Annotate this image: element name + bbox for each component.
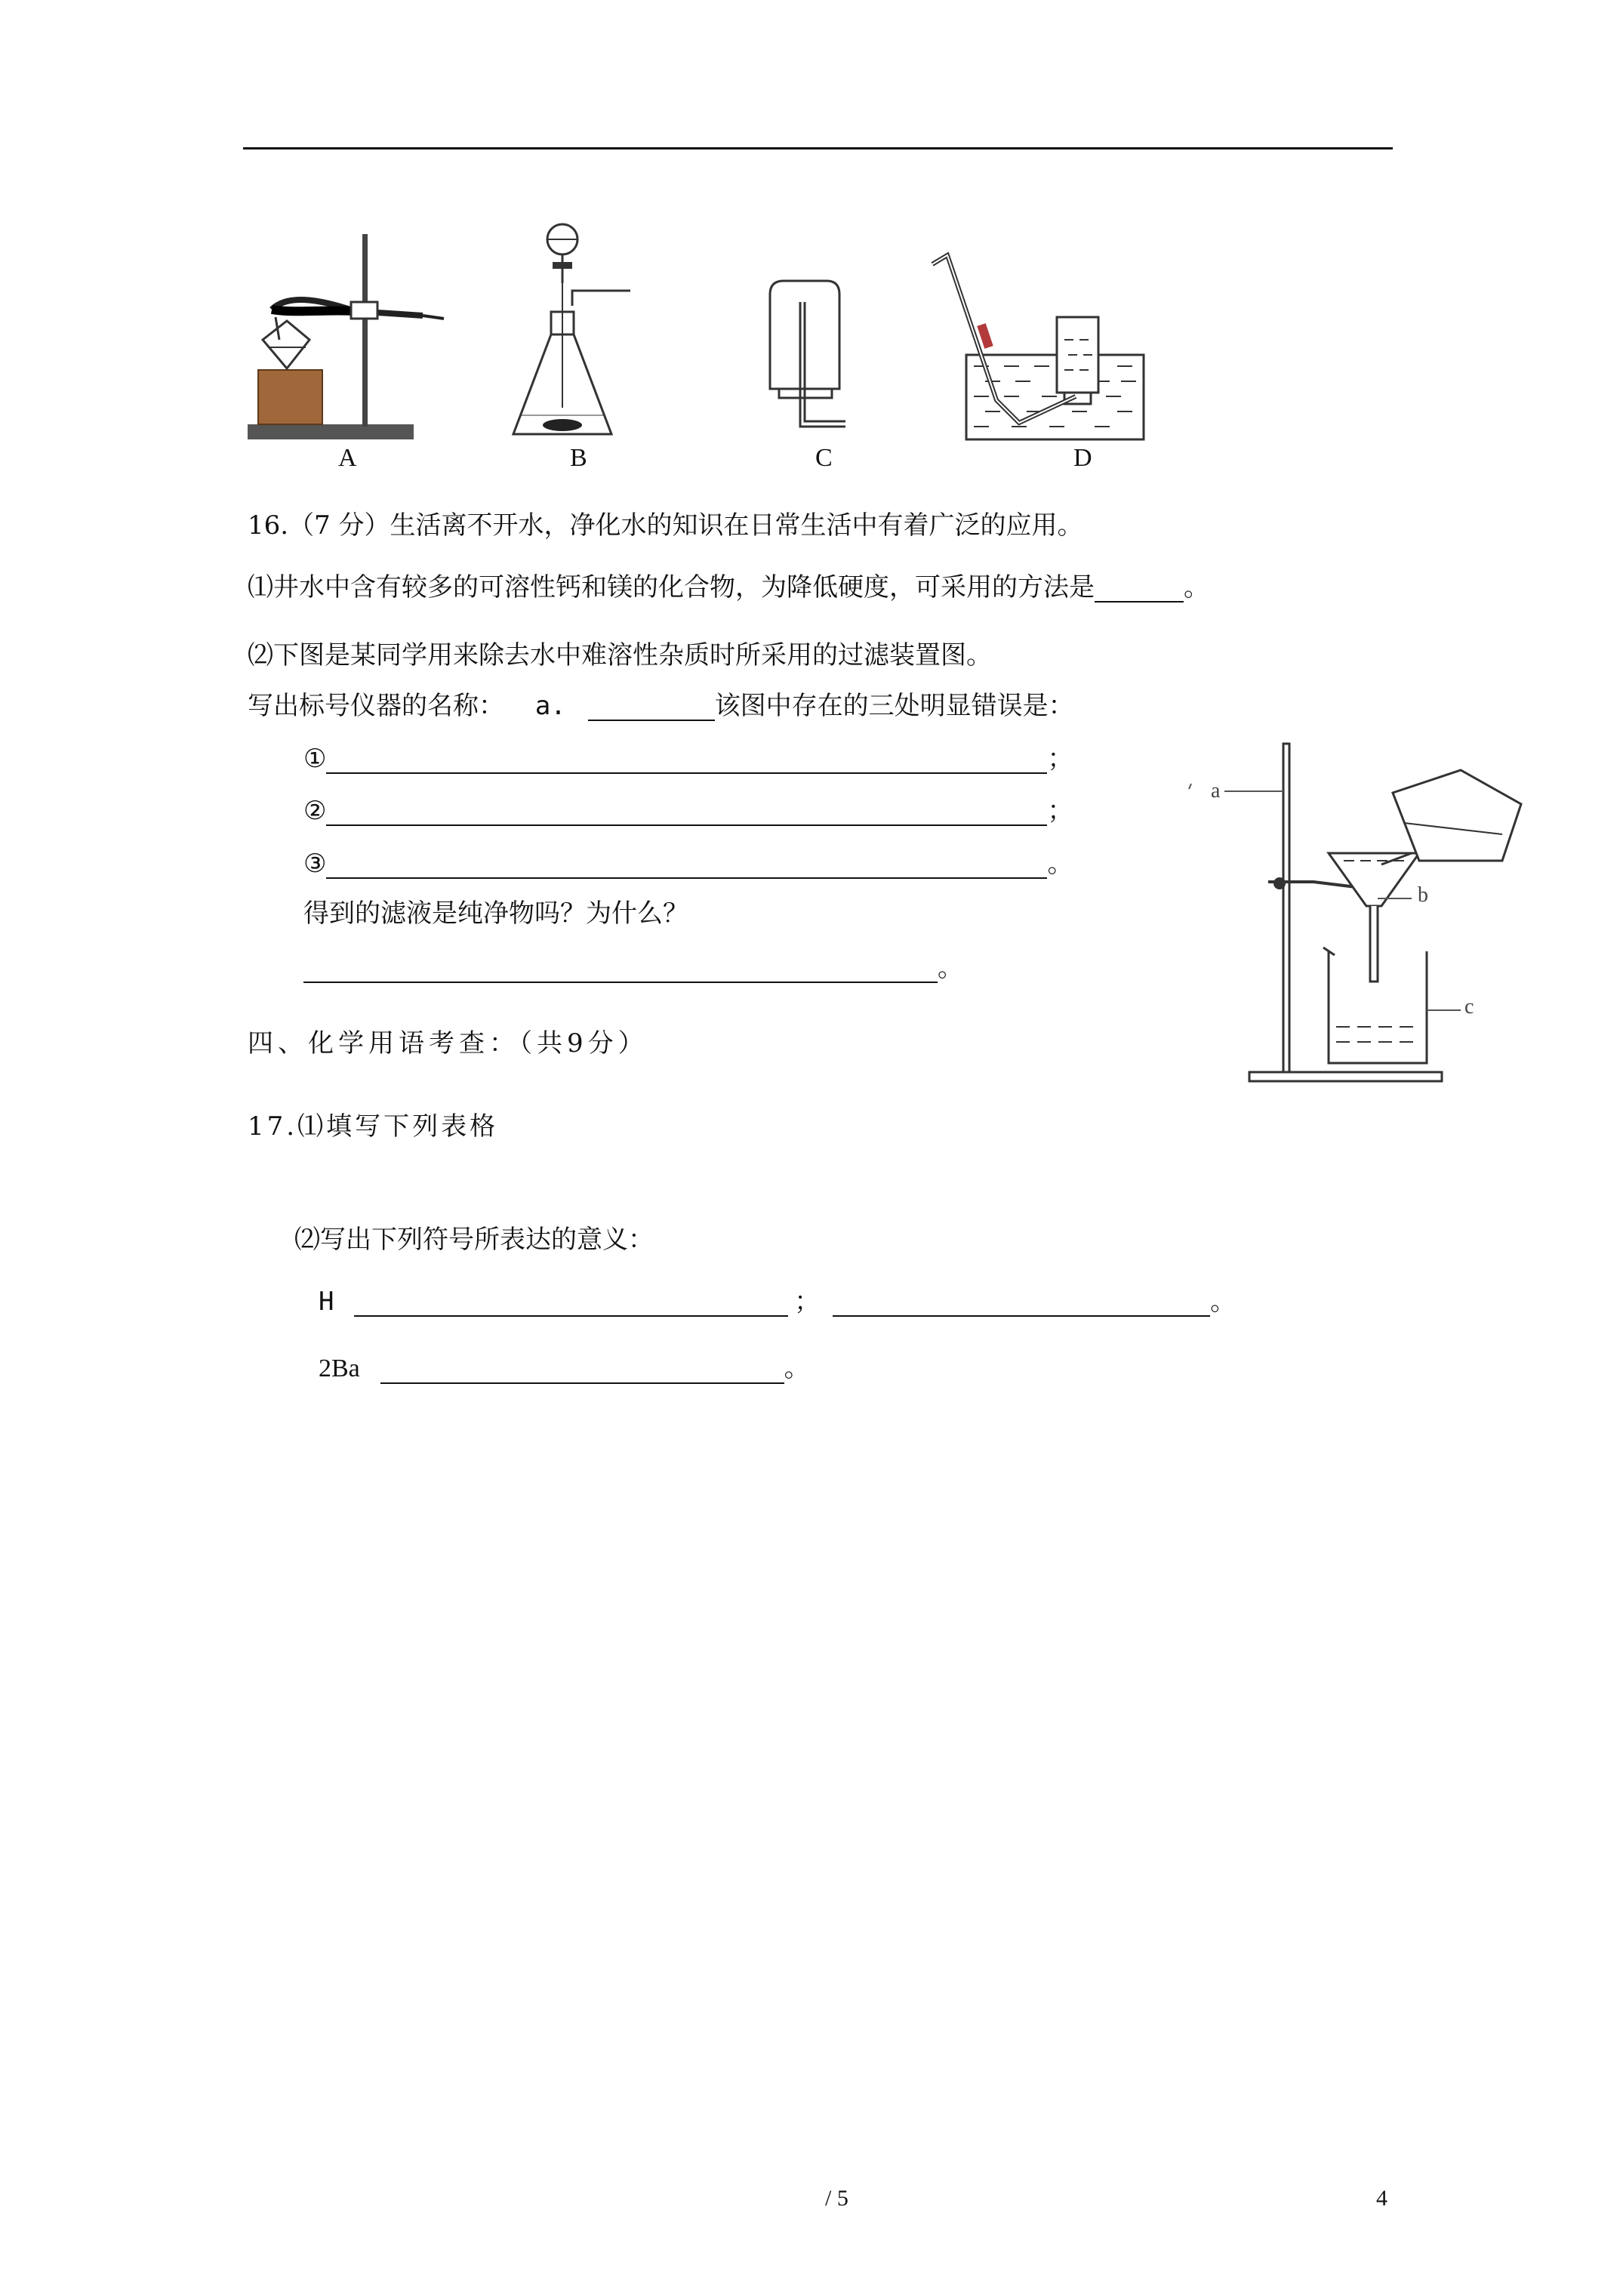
q17-part2: ⑵写出下列符号所表达的意义：	[294, 1225, 654, 1255]
filter-label-c: c	[1464, 995, 1474, 1019]
figure-label-c: C	[815, 444, 833, 472]
q16-part2: ⑵下图是某同学用来除去水中难溶性杂质时所采用的过滤装置图。	[248, 640, 992, 670]
page-count: / 5	[825, 2186, 848, 2211]
q16-error-1	[303, 744, 1073, 774]
q17-symbol-h-blank-1[interactable]	[354, 1293, 788, 1317]
filter-label-b: b	[1418, 883, 1428, 907]
q16-part1-text: ⑴井水中含有较多的可溶性钙和镁的化合物，为降低硬度，可采用的方法是	[248, 572, 1095, 603]
filter-label-a: a	[1211, 779, 1221, 803]
q16-part3-errors: 该图中存在的三处明显错误是：	[714, 691, 1074, 721]
q16-answer-blank-1[interactable]	[1095, 578, 1184, 603]
q17-symbol-h-separator: ；	[794, 1287, 821, 1317]
q16-error-1-marker: ①	[303, 744, 327, 774]
q16-title: 16.（7 分）生活离不开水，净化水的知识在日常生活中有着广泛的应用。	[248, 510, 1083, 541]
q16-error-3	[303, 849, 1073, 879]
q17-symbol-2ba-blank[interactable]	[380, 1360, 784, 1384]
q17-symbol-h-blank-2[interactable]	[833, 1293, 1210, 1317]
q17-symbol-h-row	[319, 1287, 1236, 1317]
q16-error-2-blank[interactable]	[326, 802, 1047, 826]
q16-answer-blank-a[interactable]	[588, 697, 715, 721]
q16-part4: 得到的滤液是纯净物吗？为什么？	[303, 898, 688, 929]
q16-error-3-marker: ③	[303, 849, 327, 879]
header-rule	[243, 147, 1393, 149]
apparatus-figure-c	[762, 279, 853, 438]
q16-part3	[248, 691, 1074, 721]
q16-error-1-blank[interactable]	[326, 750, 1047, 774]
apparatus-figure-b	[506, 223, 634, 442]
q16-part4-blank[interactable]	[303, 959, 938, 983]
q17-symbol-2ba-end: 。	[784, 1353, 810, 1383]
q16-error-2-marker: ②	[303, 796, 327, 826]
q16-part4-answer	[303, 953, 963, 983]
q16-part1	[248, 572, 1209, 603]
q17-symbol-2ba: 2Ba	[319, 1354, 360, 1382]
apparatus-figure-a	[242, 227, 453, 445]
q16-part4-end: 。	[938, 953, 963, 983]
q17-symbol-h-end: 。	[1210, 1287, 1236, 1317]
q16-error-1-end: ；	[1047, 744, 1073, 774]
q16-error-3-end: 。	[1047, 849, 1073, 879]
q16-error-3-blank[interactable]	[326, 855, 1047, 879]
figure-label-a: A	[338, 444, 357, 472]
q16-part1-end: 。	[1184, 572, 1209, 603]
q16-label-a: a.	[534, 691, 566, 721]
figure-label-b: B	[570, 444, 587, 472]
apparatus-figure-d	[929, 249, 1155, 445]
q17-symbol-h: H	[319, 1287, 334, 1317]
q16-part3-prompt: 写出标号仪器的名称：	[248, 691, 504, 721]
filter-apparatus-figure	[1185, 740, 1525, 1087]
section4-title: 四、化学用语考查：（共9分）	[248, 1028, 648, 1059]
q16-error-2	[303, 796, 1073, 826]
q16-error-2-end: ；	[1047, 796, 1073, 826]
q17-symbol-2ba-row	[319, 1353, 810, 1384]
page-number: 4	[1376, 2186, 1387, 2211]
q17-part1: 17.⑴填写下列表格	[248, 1111, 499, 1142]
figure-label-d: D	[1073, 444, 1092, 472]
